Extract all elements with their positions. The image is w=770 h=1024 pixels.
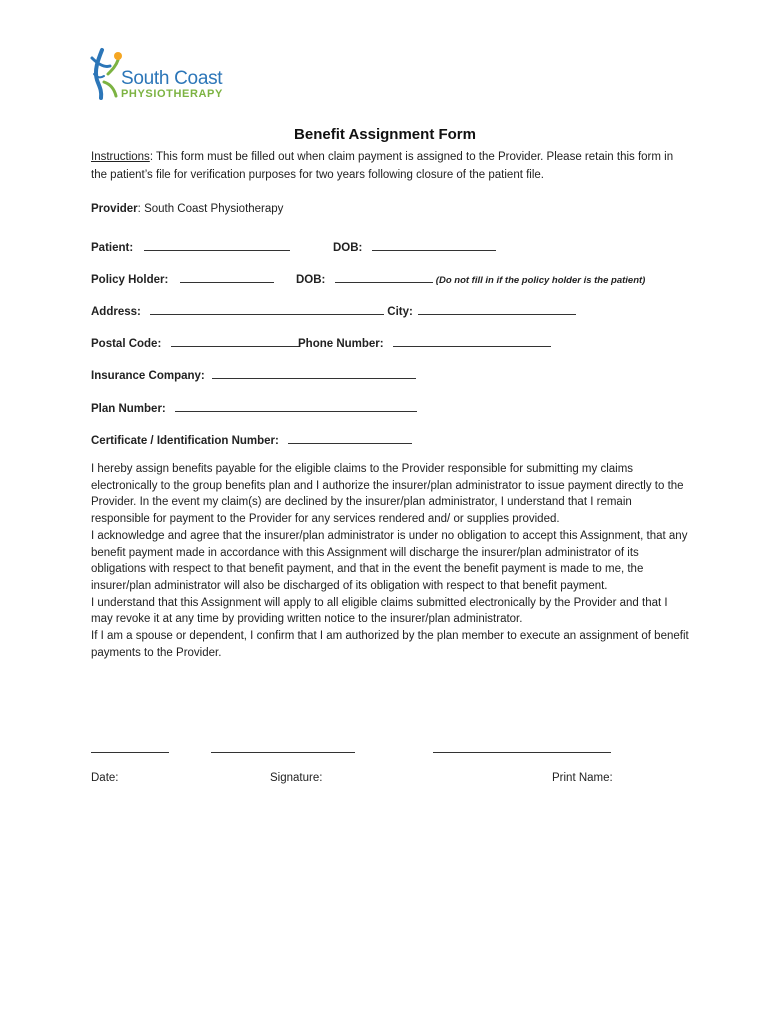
insurance-company-row: [91, 366, 416, 382]
instructions-text: This form must be filled out when claim payment is assigned to the Provider. Please retain this form in the patient’s file for verification purposes for two years following closure of the patient file.: [91, 151, 674, 181]
policy-dob-row: [296, 270, 645, 286]
patient-field[interactable]: [144, 238, 290, 251]
address-label: Address:: [91, 306, 141, 318]
provider-value: South Coast Physiotherapy: [144, 203, 284, 215]
page-title: Benefit Assignment Form: [294, 126, 476, 143]
policy-holder-row: [91, 270, 274, 286]
certificate-field[interactable]: [288, 431, 412, 444]
address-row: [91, 302, 576, 318]
address-field[interactable]: [150, 302, 384, 315]
logo-subname: PHYSIOTHERAPY: [121, 88, 223, 100]
policy-dob-field[interactable]: [335, 270, 433, 283]
postal-code-label: Postal Code:: [91, 338, 162, 350]
dob-row: [333, 238, 496, 254]
city-field[interactable]: [418, 302, 576, 315]
date-label: Date:: [91, 772, 119, 784]
provider-row: Provider: South Coast Physiotherapy: [91, 203, 284, 215]
signature-label: Signature:: [270, 772, 323, 784]
plan-number-row: [91, 399, 417, 415]
print-name-label: Print Name:: [552, 772, 613, 784]
dob-field[interactable]: [372, 238, 496, 251]
policy-holder-field[interactable]: [180, 270, 274, 283]
plan-number-field[interactable]: [175, 399, 417, 412]
phone-field[interactable]: [393, 334, 551, 347]
certificate-row: [91, 431, 412, 447]
instructions-label: Instructions: [91, 151, 150, 163]
policy-holder-label: Policy Holder:: [91, 274, 169, 286]
signature-field[interactable]: [211, 752, 355, 753]
instructions: Instructions: This form must be filled out when claim payment is assigned to the Provider. Please retain this form in the patient’s file for verification purposes for two years following closure of the patient file.: [91, 151, 674, 181]
phone-row: [298, 334, 551, 350]
logo-name: South Coast: [121, 68, 223, 89]
assignment-terms: [91, 461, 691, 661]
plan-number-label: Plan Number:: [91, 403, 166, 415]
policy-dob-note: (Do not fill in if the policy holder is the patient): [435, 275, 646, 286]
phone-label: Phone Number:: [298, 338, 384, 350]
terms-paragraph: If I am a spouse or dependent, I confirm that I am authorized by the plan member to execute an assignment of benefit payments to the Provider.: [91, 630, 689, 659]
terms-paragraph: I acknowledge and agree that the insurer/plan administrator is under no obligation to accept this Assignment, that any benefit payment made in accordance with this Assignment will discharge the insurer/plan administrator of its obligations with respect to that benefit payment, and that in the event the benefit payment is made to me, the insurer/plan administrator will also be discharged of its obligation with respect to that benefit payment.: [91, 529, 688, 592]
dob-label: DOB:: [333, 242, 363, 254]
terms-paragraph: I hereby assign benefits payable for the eligible claims to the Provider responsible for submitting my claims electronically to the group benefits plan and I authorize the insurer/plan administrator to issue payment directly to the Provider. In the event my claim(s) are declined by the insurer/plan administrator, I understand that I remain responsible for payment to the Provider for any services rendered and/ or supplies provided.: [91, 463, 684, 526]
postal-code-field[interactable]: [171, 334, 299, 347]
city-label: City:: [387, 306, 413, 318]
patient-label: Patient:: [91, 242, 134, 254]
insurance-company-field[interactable]: [212, 366, 416, 379]
certificate-label: Certificate / Identification Number:: [91, 435, 279, 447]
print-name-field[interactable]: [433, 752, 611, 753]
insurance-company-label: Insurance Company:: [91, 370, 205, 382]
company-logo: [88, 46, 238, 106]
policy-dob-label: DOB:: [296, 274, 326, 286]
provider-label: Provider: [91, 203, 138, 215]
terms-paragraph: I understand that this Assignment will apply to all eligible claims submitted electronically by the Provider and that I may revoke it at any time by providing written notice to the insurer/plan administrator.: [91, 596, 668, 626]
date-field[interactable]: [91, 752, 169, 753]
patient-row: [91, 238, 290, 254]
postal-code-row: [91, 334, 299, 350]
